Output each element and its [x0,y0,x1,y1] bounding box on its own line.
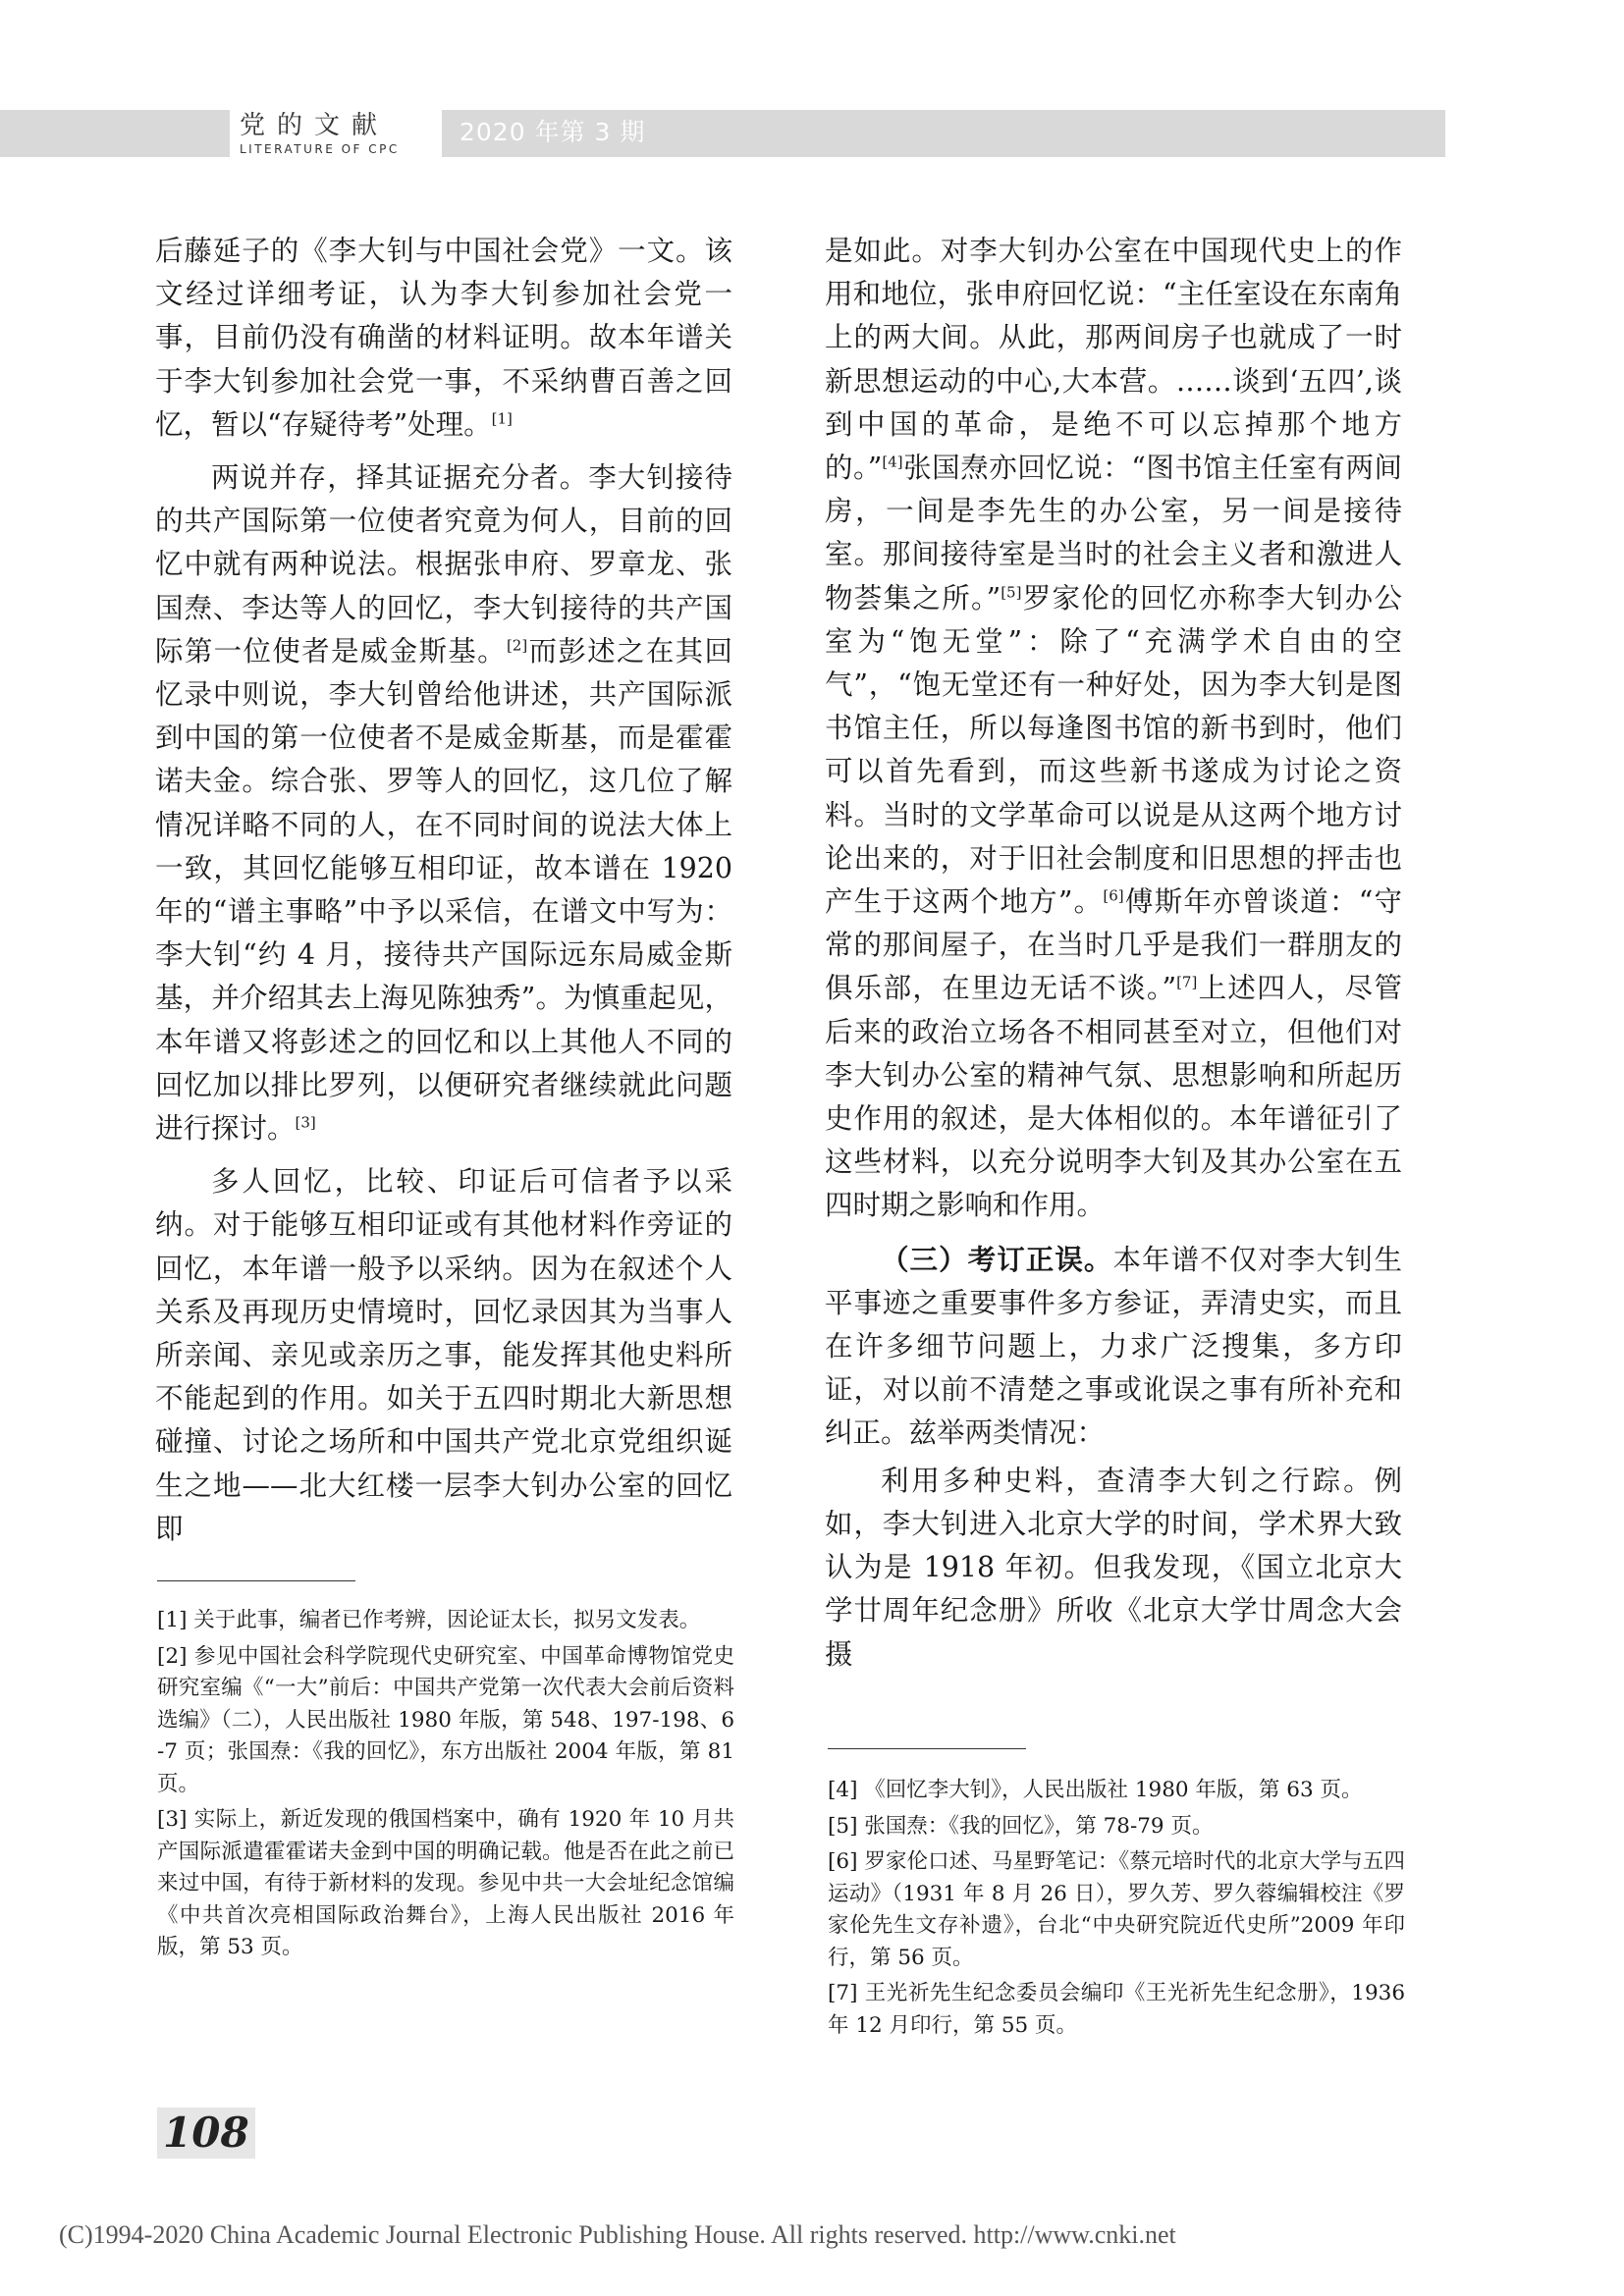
footnote: [2] 参见中国社会科学院现代史研究室、中国革命博物馆党史研究室编《“一大”前后：中国共产党第一次代表大会前后资料选编》（二），人民出版社 1980 年版，第 548、197-198、6-7 页；张国焘：《我的回忆》，东方出版社 2004 年版，第 81 页。 [157,1643,734,1796]
journal-title: 党的文献 [240,111,390,140]
paragraph-text: 傅斯年亦曾谈道：“守常的那间屋子，在当时几乎是我们一群朋友的俱乐部，在里边无话不谈。” [825,885,1402,1005]
footnote-ref[interactable]: [2] [506,636,528,655]
footnote-ref[interactable]: [3] [295,1113,316,1132]
paragraph [155,230,732,447]
footnote-ref[interactable]: [6] [1103,886,1124,905]
footnote-ref[interactable]: [4] [882,453,903,471]
footnote-ref[interactable]: [7] [1176,973,1198,991]
footnote: [7] 王光祈先生纪念委员会编印《王光祈先生纪念册》，1936 年 12 月印行，第 55 页。 [828,1981,1405,2038]
footnote: [4] 《回忆李大钊》，人民出版社 1980 年版，第 63 页。 [828,1778,1363,1802]
copyright-line: (C)1994-2020 China Academic Journal Electronic Publishing House. All rights reserved. http://www.cnki.net [59,2220,1176,2249]
footnote: [6] 罗家伦口述、马星野笔记：《蔡元培时代的北京大学与五四运动》（1931 年 8 月 26 日），罗久芳、罗久蓉编辑校注《罗家伦先生文存补遗》，台北“中央研究院近代史所”2009 年印行，第 56 页。 [828,1849,1405,1970]
paragraph-text: 张国焘亦回忆说：“图书馆主任室有两间房，一间是李先生的办公室，另一间是接待室。那间接待室是当时的社会主义者和激进人物荟集之所。” [825,452,1402,614]
paragraph-text: 而彭述之在其回忆录中则说，李大钊曾给他讲述，共产国际派到中国的第一位使者不是威金斯基，而是霍霍诺夫金。综合张、罗等人的回忆，这几位了解情况详略不同的人，在不同时间的说法大体上一致，其回忆能够互相印证，故本谱在 1920 年的“谱主事略”中予以采信，在谱文中写为：李大钊“约 4 月，接待共产国际远东局威金斯基，并介绍其去上海见陈独秀”。为慎重起见，本年谱又将彭述之的回忆和以上其他人不同的回忆加以排比罗列，以便研究者继续就此问题进行探讨。 [155,634,732,1146]
footnote-ref[interactable]: [1] [491,409,513,428]
paragraph-text: 上述四人，尽管后来的政治立场各不相同甚至对立，但他们对李大钊办公室的精神气氛、思想影响和所起历史作用的叙述，是大体相似的。本年谱征引了这些材料，以充分说明李大钊及其办公室在五四时期之影响和作用。 [825,972,1402,1222]
page-number: 108 [157,2108,255,2159]
footnote-ref[interactable]: [5] [1001,583,1022,602]
header-band [0,110,1445,157]
paragraph-text: 本年谱不仅对李大钊生平事迹之重要事件多方参证，弄清史实，而且在许多细节问题上，力求广泛搜集，多方印证，对以前不清楚之事或讹误之事有所补充和纠正。兹举两类情况： [825,1243,1402,1450]
footnote: [3] 实际上，新近发现的俄国档案中，确有 1920 年 10 月共产国际派遣霍霍诺夫金到中国的明确记载。他是否在此之前已来过中国，有待于新材料的发现。参见中共一大会址纪念馆编《中共首次亮相国际政治舞台》，上海人民出版社 2016 年版，第 53 页。 [157,1807,734,1959]
section-heading: （三）考订正误。 [881,1242,1113,1276]
paragraph-text: 两说并存，择其证据充分者。李大钊接待的共产国际第一位使者究竟为何人，目前的回忆中就有两种说法。根据张申府、罗章龙、张国焘、李达等人的回忆，李大钊接待的共产国际第一位使者是威金斯基。 [155,461,732,667]
paragraph [825,1238,1402,1456]
paragraph: 多人回忆，比较、印证后可信者予以采纳。对于能够互相印证或有其他材料作旁证的回忆，本年谱一般予以采纳。因为在叙述个人关系及再现历史情境时，回忆录因其为当事人所亲闻、亲见或亲历之事，能发挥其他史料所不能起到的作用。如关于五四时期北大新思想碰撞、讨论之场所和中国共产党北京党组织诞生之地——北大红楼一层李大钊办公室的回忆即 [155,1165,732,1545]
paragraph: 利用多种史料，查清李大钊之行踪。例如，李大钊进入北京大学的时间，学术界大致认为是 1918 年初。但我发现，《国立北京大学廿周年纪念册》所收《北京大学廿周念大会摄 [825,1464,1402,1671]
footnotes-right [828,1775,1405,2046]
paragraph [155,456,732,1150]
paragraph-text: 罗家伦的回忆亦称李大钊办公室为“饱无堂”：除了“充满学术自由的空气”，“饱无堂还有一种好处，因为李大钊是图书馆主任，所以每逢图书馆的新书到时，他们可以首先看到，而这些新书遂成为讨论之资料。当时的文学革命可以说是从这两个地方讨论出来的，对于旧社会制度和旧思想的抨击也产生于这两个地方”。 [825,581,1402,919]
footnote-rule [828,1748,1026,1749]
footnote: [5] 张国焘：《我的回忆》，第 78-79 页。 [828,1813,1214,1839]
issue-label: 2020 年第 3 期 [460,118,646,146]
paragraph-text: 后藤延子的《李大钊与中国社会党》一文。该文经过详细考证，认为李大钊参加社会党一事，目前仍没有确凿的材料证明。故本年谱关于李大钊参加社会党一事，不采纳曹百善之回忆，暂以“存疑待考”处理。 [155,235,732,441]
paragraph [825,230,1402,1228]
footnote: [1] 关于此事，编者已作考辨，因论证太长，拟另文发表。 [157,1608,701,1632]
journal-subtitle: LITERATURE OF CPC [240,142,400,156]
footnotes-left [157,1605,734,1968]
footnote-rule [157,1580,355,1581]
paragraph-text: 是如此。对李大钊办公室在中国现代史上的作用和地位，张申府回忆说：“主任室设在东南角上的两大间。从此，那两间房子也就成了一时新思想运动的中心,大本营。……谈到‘五四’,谈到中国的革命，是绝不可以忘掉那个地方的。” [825,235,1402,485]
right-column [825,230,1402,1677]
left-column [155,230,732,1551]
